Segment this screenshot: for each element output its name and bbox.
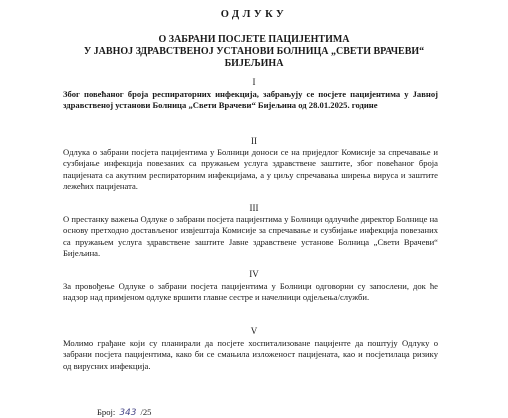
number-label: Број: xyxy=(97,407,116,417)
heading-line-3: БИЈЕЉИНА xyxy=(224,58,284,69)
document-title: ОДЛУКУ xyxy=(220,9,288,20)
section-text-2: Одлука о забрани посјета пацијентима у Болници доноси се на приједлог Комисије за спречавање и сузбијање инфекција повезаних са пружањем услуга здравствене заштите, због повећаног броја пацијената са акутним респираторним инфекцијама, а у циљу спречавања ширења вируса и заштите лежећих пацијената. xyxy=(63,147,438,191)
document-number xyxy=(97,407,151,418)
handwritten-number: 343 xyxy=(119,408,137,418)
section-numeral-1: I xyxy=(252,77,256,87)
heading-line-2: У ЈАВНОЈ ЗДРАВСТВЕНОЈ УСТАНОВИ БОЛНИЦА „СВЕТИ ВРАЧЕВИ“ xyxy=(83,46,425,57)
section-text-3: О престанку важења Одлуке о забрани посјета пацијентима у Болници одлучиће директор Болнице на основу претходно достављеног извјештаја Комисије за спречавање и сузбијање инфекција повезаних са пружањем услуга здравствене заштите Јавне здравствене установе Болница „Свети Врачеви“ Бијељина. xyxy=(63,214,438,258)
section-text-1: Због повећаног броја респираторних инфекција, забрањују се посјете пацијентима у Јавној здравственој установи Болница „Свети Врачеви“ Бијељина од 28.01.2025. године xyxy=(63,89,438,110)
section-numeral-4: IV xyxy=(249,269,259,279)
document-heading xyxy=(0,34,508,70)
section-numeral-3: III xyxy=(249,203,259,213)
section-numeral-2: II xyxy=(251,136,257,146)
heading-line-1: О ЗАБРАНИ ПОСЈЕТЕ ПАЦИЈЕНТИМА xyxy=(158,34,350,45)
number-suffix: /25 xyxy=(140,407,152,417)
section-text-4: За провођење Одлуке о забрани посјета пацијентима у Болници одговорни су запослени, док ће надзор над примјеном одлуке вршити главне сестре и начелници одјељења/служби. xyxy=(63,281,438,303)
section-numeral-5: V xyxy=(250,326,258,336)
section-text-5: Молимо грађане који су планирали да посјете хоспитализоване пацијенте да поштују Одлуку о забрани посјета пацијентима, како би се смањила изложеност пацијената, као и посјетилаца ризику од вирусних инфекција. xyxy=(63,338,438,371)
